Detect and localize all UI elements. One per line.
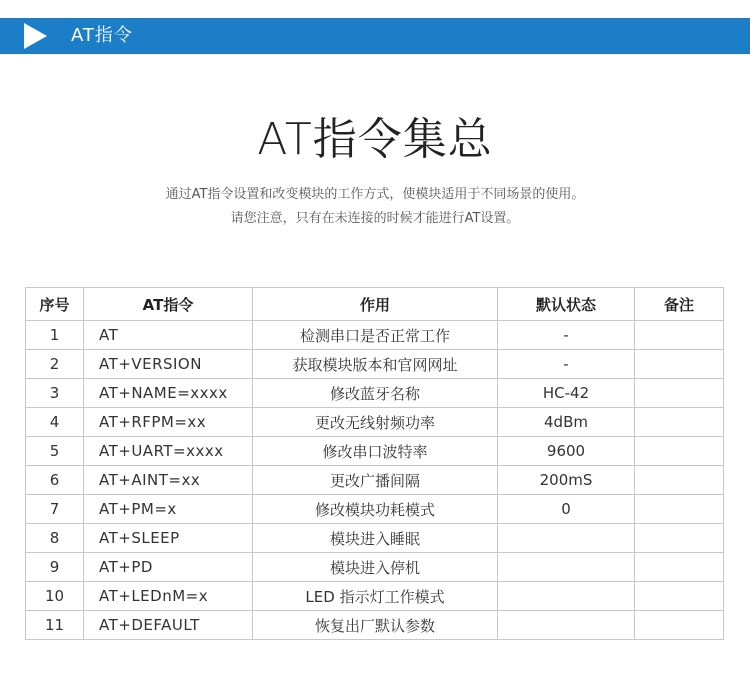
row-number: 6 — [26, 466, 84, 495]
at-command: AT+DEFAULT — [84, 611, 253, 640]
at-command: AT — [84, 321, 253, 350]
at-command: AT+SLEEP — [84, 524, 253, 553]
table-row — [26, 379, 724, 408]
row-number: 11 — [26, 611, 84, 640]
table-row — [26, 524, 724, 553]
header-note: 备注 — [635, 288, 724, 321]
description-line-2: 请您注意，只有在未连接的时候才能进行AT设置。 — [230, 211, 520, 226]
at-command: AT+NAME=xxxx — [84, 379, 253, 408]
table-row — [26, 466, 724, 495]
default-value: - — [498, 321, 635, 350]
command-function: 恢复出厂默认参数 — [253, 611, 498, 640]
command-function: 模块进入睡眠 — [253, 524, 498, 553]
command-function: 更改无线射频功率 — [253, 408, 498, 437]
row-number: 7 — [26, 495, 84, 524]
command-function: 修改串口波特率 — [253, 437, 498, 466]
command-function: LED 指示灯工作模式 — [253, 582, 498, 611]
note — [635, 466, 724, 495]
note — [635, 408, 724, 437]
command-function: 模块进入停机 — [253, 553, 498, 582]
note — [635, 379, 724, 408]
header-func: 作用 — [253, 288, 498, 321]
default-value — [498, 582, 635, 611]
at-command: AT+VERSION — [84, 350, 253, 379]
table-header-row — [26, 288, 724, 321]
header-title: AT指令 — [71, 25, 133, 46]
table-row — [26, 350, 724, 379]
table-body — [26, 321, 724, 640]
default-value: 200mS — [498, 466, 635, 495]
command-function: 检测串口是否正常工作 — [253, 321, 498, 350]
note — [635, 437, 724, 466]
row-number: 1 — [26, 321, 84, 350]
note — [635, 495, 724, 524]
page-title: AT指令集总 — [257, 114, 493, 165]
at-command: AT+LEDnM=x — [84, 582, 253, 611]
header-cmd: AT指令 — [84, 288, 253, 321]
header-default: 默认状态 — [498, 288, 635, 321]
note — [635, 524, 724, 553]
note — [635, 582, 724, 611]
header-bar — [0, 18, 750, 54]
table-row — [26, 408, 724, 437]
at-command: AT+PD — [84, 553, 253, 582]
command-function: 修改模块功耗模式 — [253, 495, 498, 524]
table-row — [26, 321, 724, 350]
default-value: - — [498, 350, 635, 379]
command-function: 更改广播间隔 — [253, 466, 498, 495]
default-value — [498, 553, 635, 582]
at-command-table — [25, 287, 724, 640]
row-number: 2 — [26, 350, 84, 379]
at-command: AT+AINT=xx — [84, 466, 253, 495]
table-row — [26, 553, 724, 582]
row-number: 10 — [26, 582, 84, 611]
row-number: 9 — [26, 553, 84, 582]
default-value: 0 — [498, 495, 635, 524]
play-arrow-icon — [24, 23, 47, 49]
at-command: AT+UART=xxxx — [84, 437, 253, 466]
command-function: 修改蓝牙名称 — [253, 379, 498, 408]
table-row — [26, 495, 724, 524]
default-value: 4dBm — [498, 408, 635, 437]
note — [635, 611, 724, 640]
row-number: 3 — [26, 379, 84, 408]
description-line-1: 通过AT指令设置和改变模块的工作方式，使模块适用于不同场景的使用。 — [165, 187, 585, 202]
row-number: 8 — [26, 524, 84, 553]
note — [635, 553, 724, 582]
command-function: 获取模块版本和官网网址 — [253, 350, 498, 379]
table-row — [26, 611, 724, 640]
default-value: 9600 — [498, 437, 635, 466]
default-value — [498, 524, 635, 553]
header-no: 序号 — [26, 288, 84, 321]
row-number: 5 — [26, 437, 84, 466]
at-command: AT+PM=x — [84, 495, 253, 524]
at-command: AT+RFPM=xx — [84, 408, 253, 437]
row-number: 4 — [26, 408, 84, 437]
default-value — [498, 611, 635, 640]
note — [635, 350, 724, 379]
table-row — [26, 582, 724, 611]
table-row — [26, 437, 724, 466]
default-value: HC-42 — [498, 379, 635, 408]
note — [635, 321, 724, 350]
